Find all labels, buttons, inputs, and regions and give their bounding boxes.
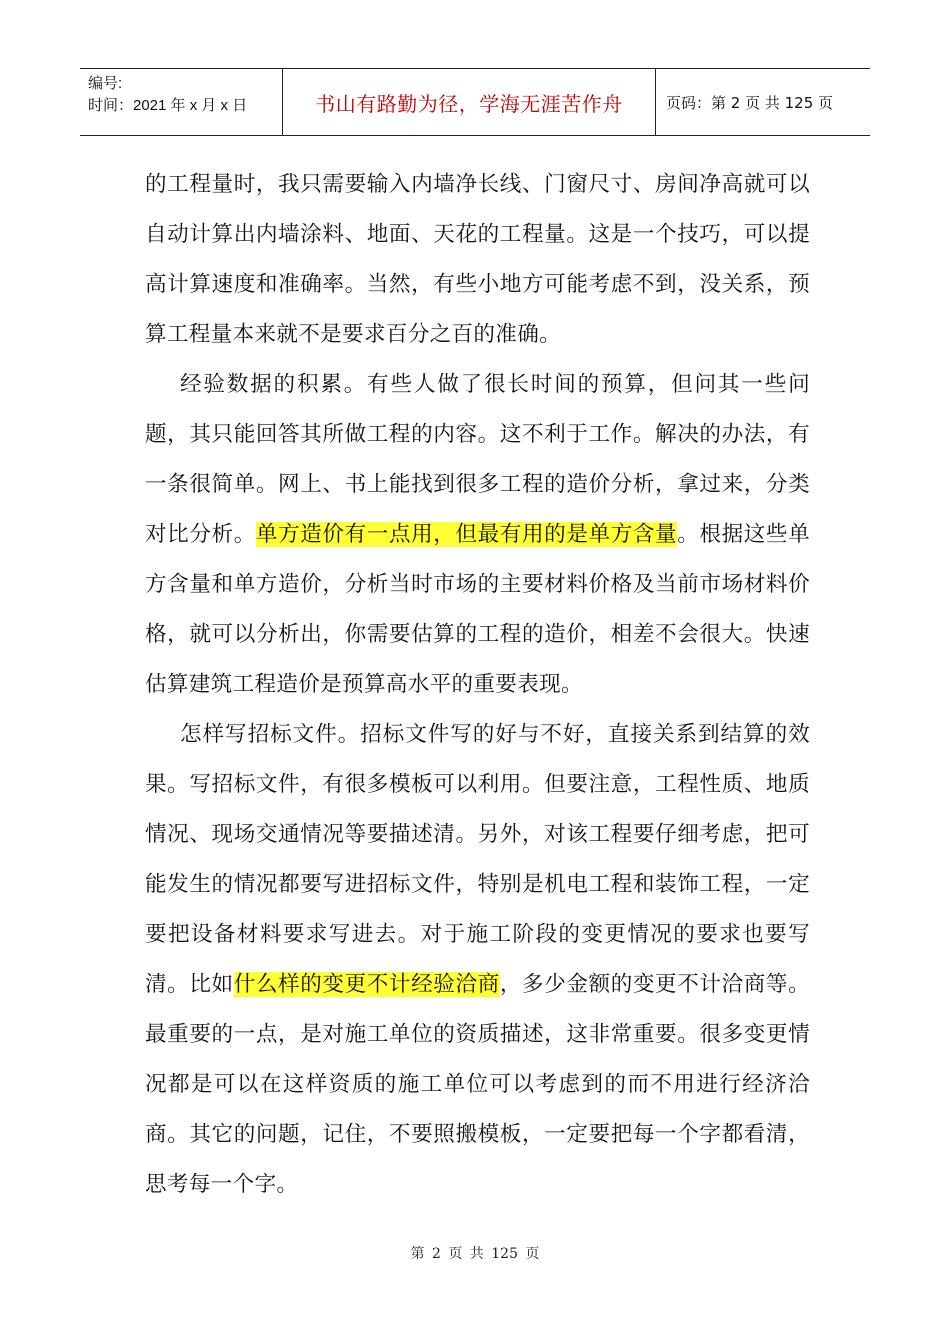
header-meta-cell: [80, 69, 283, 135]
paragraph-2-text-before: 经验数据的积累。有些人做了很长时间的预算，但问其一些问题，其只能回答其所做工程的内容。这不利于工作。解决的办法，有一条很简单。网上、书上能找到很多工程的造价分析，拿过来，分类对比分析。: [145, 372, 810, 547]
date-label: 时间：2021 年 x 月 x 日: [88, 97, 248, 114]
header-motto-cell: [283, 69, 656, 135]
header-page-info: 页码：第 2 页 共 125 页: [666, 93, 834, 112]
page-footer: [0, 1243, 950, 1263]
document-body: [145, 160, 810, 1210]
paragraph-3: [145, 710, 810, 1210]
number-label: 编号:: [88, 75, 123, 92]
paragraph-1-text: 的工程量时，我只需要输入内墙净长线、门窗尺寸、房间净高就可以自动计算出内墙涂料、地面、天花的工程量。这是一个技巧，可以提高计算速度和准确率。当然，有些小地方可能考虑不到，没关系，预算工程量本来就不是要求百分之百的准确。: [145, 172, 810, 347]
paragraph-3-text-before: 怎样写招标文件。招标文件写的好与不好，直接关系到结算的效果。写招标文件，有很多模板可以利用。但要注意，工程性质、地质情况、现场交通情况等要描述清。另外，对该工程要仔细考虑，把可能发生的情况都要写进招标文件，特别是机电工程和装饰工程，一定要把设备材料要求写进去。对于施工阶段的变更情况的要求也要写清。比如: [145, 722, 810, 997]
footer-page-number: 第 2 页 共 125 页: [410, 1246, 540, 1262]
page-header: [80, 68, 870, 136]
paragraph-2-highlight: 单方造价有一点用，但最有用的是单方含量: [255, 522, 678, 547]
header-page-cell: [656, 69, 870, 135]
paragraph-3-text-after: ，多少金额的变更不计洽商等。最重要的一点，是对施工单位的资质描述，这非常重要。很多变更情况都是可以在这样资质的施工单位可以考虑到的而不用进行经济洽商。其它的问题，记住，不要照搬模板，一定要把每一个字都看清，思考每一个字。: [145, 972, 810, 1197]
motto-text: 书山有路勤为径，学海无涯苦作舟: [315, 91, 623, 116]
paragraph-3-highlight: 什么样的变更不计经验洽商: [233, 972, 500, 997]
paragraph-2: [145, 360, 810, 710]
paragraph-2-text-after: 。根据这些单方含量和单方造价，分析当时市场的主要材料价格及当前市场材料价格，就可以分析出，你需要估算的工程的造价，相差不会很大。快速估算建筑工程造价是预算高水平的重要表现。: [145, 522, 810, 697]
paragraph-1: [145, 160, 810, 360]
